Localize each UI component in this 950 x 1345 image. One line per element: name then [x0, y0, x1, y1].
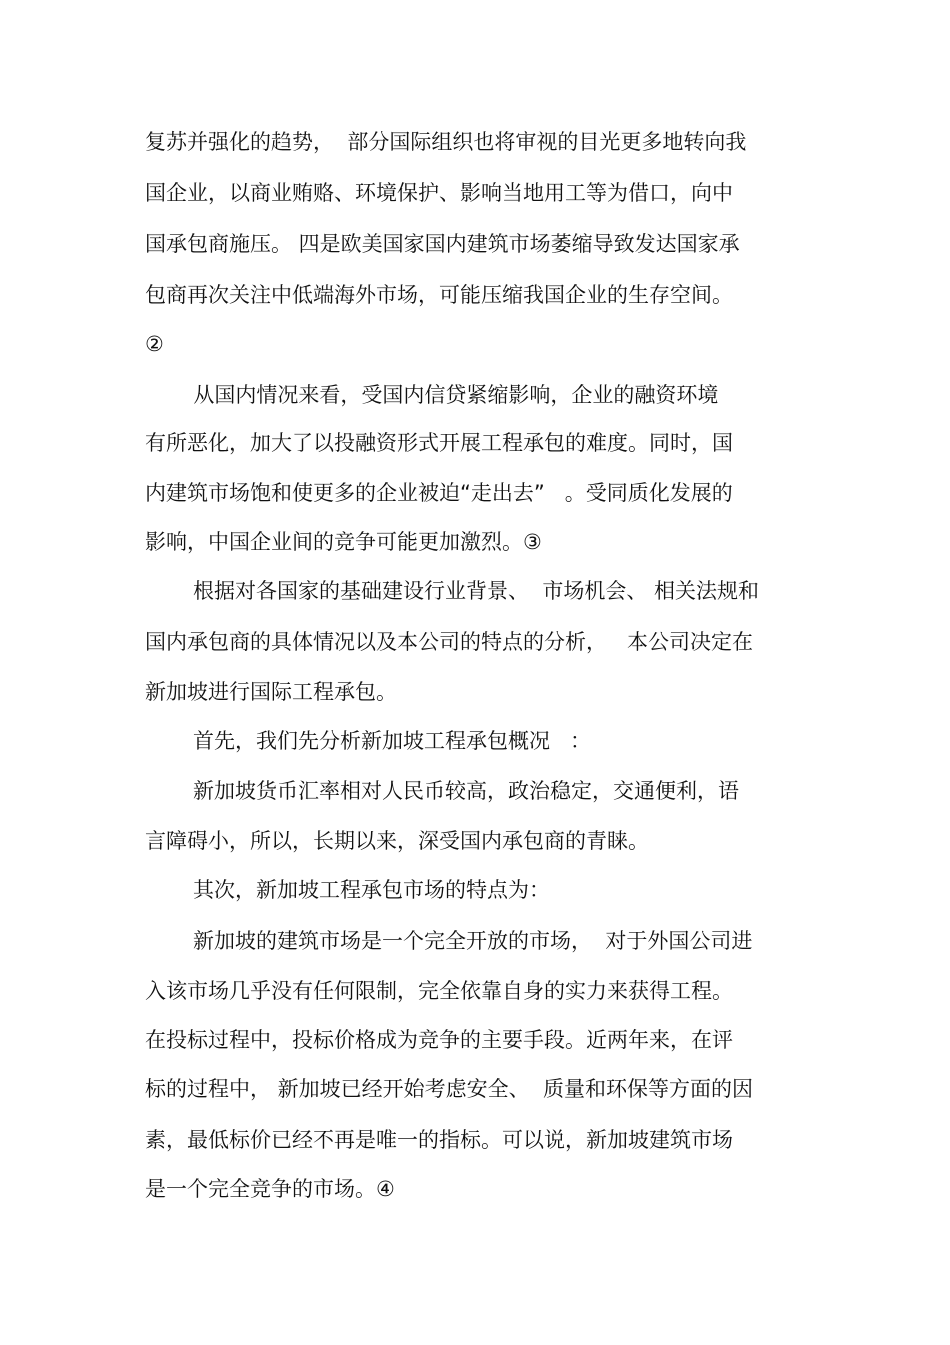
text-line: 在投标过程中，投标价格成为竞争的主要手段。近两年来，在评 [145, 1028, 733, 1052]
text-line: 国承包商施压。 四是欧美国家国内建筑市场萎缩导致发达国家承 [145, 232, 740, 256]
text-line: 新加坡进行国际工程承包。 [145, 680, 397, 704]
text-line: 根据对各国家的基础建设行业背景、 市场机会、 相关法规和 [193, 579, 760, 603]
text-line: 国企业，以商业贿赂、环境保护、影响当地用工等为借口，向中 [145, 181, 733, 205]
text-line: 从国内情况来看，受国内信贷紧缩影响，企业的融资环境 [180, 383, 719, 407]
text-line: 复苏并强化的趋势， 部分国际组织也将审视的目光更多地转向我 [145, 130, 747, 154]
text-line: 标的过程中， 新加坡已经开始考虑安全、 质量和环保等方面的因 [145, 1077, 754, 1101]
text-line: 是一个完全竞争的市场。④ [145, 1177, 395, 1201]
text-line: 影响，中国企业间的竞争可能更加激烈。③ [145, 530, 542, 554]
text-line: 新加坡货币汇率相对人民币较高，政治稳定，交通便利，语 [193, 779, 739, 803]
text-line: 言障碍小，所以，长期以来，深受国内承包商的青睐。 [145, 829, 649, 853]
text-line: 包商再次关注中低端海外市场，可能压缩我国企业的生存空间。 [145, 283, 733, 307]
text-line: 有所恶化，加大了以投融资形式开展工程承包的难度。同时，国 [145, 431, 733, 455]
text-line: 内建筑市场饱和使更多的企业被迫“走出去” 。受同质化发展的 [145, 481, 733, 505]
text-line: 首先，我们先分析新加坡工程承包概况 ： [193, 729, 592, 753]
text-line: 素，最低标价已经不再是唯一的指标。可以说，新加坡建筑市场 [145, 1128, 733, 1152]
text-line: ② [145, 332, 164, 356]
text-line: 入该市场几乎没有任何限制，完全依靠自身的实力来获得工程。 [145, 979, 733, 1003]
text-line: 国内承包商的具体情况以及本公司的特点的分析， 本公司决定在 [145, 630, 754, 654]
text-line: 新加坡的建筑市场是一个完全开放的市场， 对于外国公司进 [193, 929, 753, 953]
text-line: 其次，新加坡工程承包市场的特点为： [193, 878, 550, 902]
